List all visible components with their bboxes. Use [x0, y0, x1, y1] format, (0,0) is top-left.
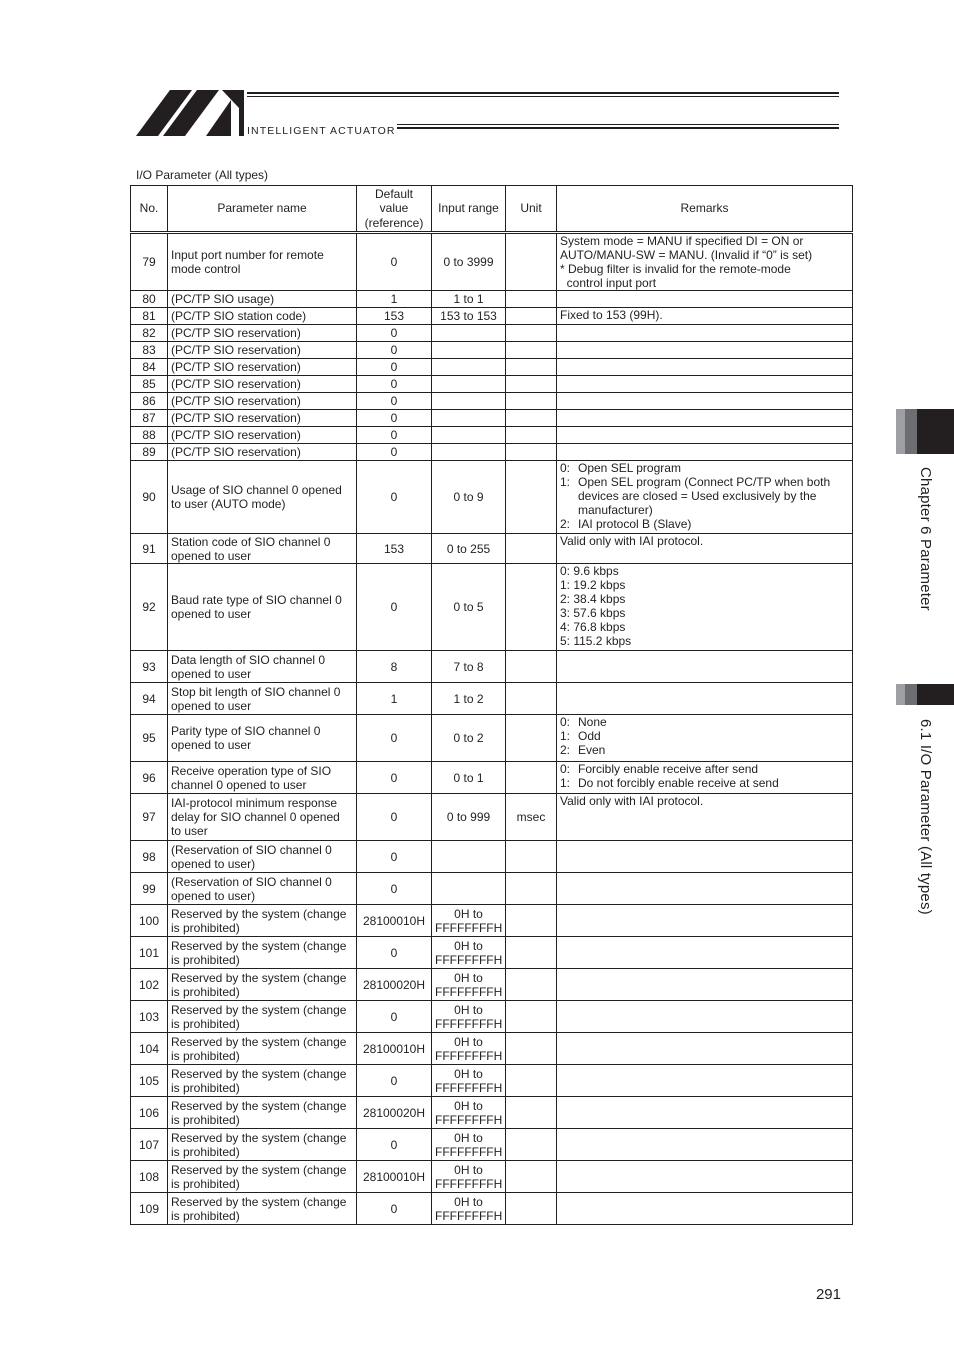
param-number-cell: 83: [131, 342, 168, 359]
param-number-cell: 79: [131, 233, 168, 291]
remarks-cell: [557, 1033, 853, 1065]
param-number-cell: 85: [131, 376, 168, 393]
param-name-cell: Data length of SIO channel 0 opened to user: [168, 651, 357, 683]
param-number-cell: 101: [131, 937, 168, 969]
table-row: [131, 873, 853, 905]
remarks-line: [560, 517, 849, 531]
param-number-cell: 86: [131, 393, 168, 410]
input-range-cell: 0 to 255: [432, 534, 506, 564]
input-range-cell: [432, 444, 506, 461]
section-tab-marker: [896, 684, 905, 705]
header-rule: [247, 92, 839, 94]
remarks-line: 2: 38.4 kbps: [560, 592, 626, 606]
remarks-text: IAI protocol B (Slave): [578, 517, 692, 531]
param-number-cell: 106: [131, 1097, 168, 1129]
remarks-cell: [557, 1193, 853, 1225]
remarks-key: 0:: [560, 762, 571, 776]
default-value-cell: 153: [357, 534, 432, 564]
param-name-cell: Reserved by the system (change is prohibited): [168, 1065, 357, 1097]
input-range-cell: 0 to 5: [432, 564, 506, 651]
table-title: I/O Parameter (All types): [136, 168, 269, 182]
unit-cell: [506, 233, 557, 291]
default-value-cell: 0: [357, 762, 432, 794]
unit-cell: [506, 1033, 557, 1065]
remarks-cell: [557, 291, 853, 308]
param-name-cell: (PC/TP SIO usage): [168, 291, 357, 308]
param-number-cell: 87: [131, 410, 168, 427]
unit-cell: [506, 715, 557, 762]
remarks-key: 2:: [560, 517, 571, 531]
param-number-cell: 98: [131, 841, 168, 873]
param-number-cell: 109: [131, 1193, 168, 1225]
table-row: [131, 564, 853, 651]
param-number-cell: 99: [131, 873, 168, 905]
column-header: Remarks: [557, 186, 853, 233]
remarks-cell: [557, 683, 853, 715]
chapter-tab-marker: [917, 409, 954, 454]
chapter-tab-marker: [905, 409, 917, 454]
default-value-cell: 0: [357, 1001, 432, 1033]
column-header: Parameter name: [168, 186, 357, 233]
remarks-cell: [557, 969, 853, 1001]
table-row: [131, 325, 853, 342]
table-row: [131, 715, 853, 762]
default-value-cell: 0: [357, 342, 432, 359]
remarks-key: 1:: [560, 729, 571, 743]
param-number-cell: 107: [131, 1129, 168, 1161]
remarks-key: 1:: [560, 475, 571, 489]
page-number: 291: [815, 1286, 841, 1303]
input-range-cell: 0 to 1: [432, 762, 506, 794]
input-range-cell: 0H to FFFFFFFFH: [432, 905, 506, 937]
unit-cell: [506, 393, 557, 410]
remarks-line: Valid only with IAI protocol.: [560, 794, 704, 808]
unit-cell: [506, 444, 557, 461]
remarks-key: 2:: [560, 743, 571, 757]
param-number-cell: 103: [131, 1001, 168, 1033]
param-name-cell: Usage of SIO channel 0 opened to user (AUTO mode): [168, 461, 357, 534]
unit-cell: [506, 427, 557, 444]
param-name-cell: Reserved by the system (change is prohibited): [168, 1161, 357, 1193]
input-range-cell: [432, 841, 506, 873]
remarks-cell: [557, 444, 853, 461]
param-number-cell: 97: [131, 794, 168, 841]
remarks-line: 4: 76.8 kbps: [560, 620, 626, 634]
default-value-cell: 28100020H: [357, 969, 432, 1001]
table-header-row: [131, 186, 853, 233]
table-row: [131, 1129, 853, 1161]
remarks-cell: [557, 359, 853, 376]
input-range-cell: [432, 376, 506, 393]
table-row: [131, 427, 853, 444]
remarks-line: Fixed to 153 (99H).: [560, 308, 663, 322]
remarks-cell: [557, 1161, 853, 1193]
param-name-cell: IAI-protocol minimum response delay for SIO channel 0 opened to user: [168, 794, 357, 841]
remarks-cell: [557, 1065, 853, 1097]
param-name-cell: Input port number for remote mode control: [168, 233, 357, 291]
remarks-line: 0: 9.6 kbps: [560, 564, 619, 578]
param-name-cell: Baud rate type of SIO channel 0 opened to user: [168, 564, 357, 651]
param-name-cell: (PC/TP SIO reservation): [168, 359, 357, 376]
input-range-cell: 1 to 1: [432, 291, 506, 308]
param-name-cell: (PC/TP SIO reservation): [168, 444, 357, 461]
remarks-cell: [557, 873, 853, 905]
table-row: [131, 359, 853, 376]
param-name-cell: (PC/TP SIO reservation): [168, 325, 357, 342]
table-row: [131, 762, 853, 794]
param-name-cell: Reserved by the system (change is prohibited): [168, 969, 357, 1001]
unit-cell: [506, 1065, 557, 1097]
param-number-cell: 93: [131, 651, 168, 683]
remarks-cell: [557, 1097, 853, 1129]
param-number-cell: 96: [131, 762, 168, 794]
param-name-cell: (PC/TP SIO reservation): [168, 376, 357, 393]
remarks-line: [560, 715, 849, 729]
chapter-label: Chapter 6 Parameter: [917, 467, 934, 611]
default-value-cell: 0: [357, 410, 432, 427]
input-range-cell: 0H to FFFFFFFFH: [432, 1065, 506, 1097]
remarks-text: Odd: [578, 729, 601, 743]
io-parameter-table: [130, 185, 853, 1225]
input-range-cell: 0 to 2: [432, 715, 506, 762]
remarks-cell: [557, 651, 853, 683]
remarks-key: 0:: [560, 715, 571, 729]
input-range-cell: [432, 393, 506, 410]
remarks-line: [560, 743, 849, 757]
remarks-cell: [557, 342, 853, 359]
brand-text: INTELLIGENT ACTUATOR: [247, 125, 396, 137]
unit-cell: msec: [506, 794, 557, 841]
input-range-cell: 0 to 3999: [432, 233, 506, 291]
unit-cell: [506, 359, 557, 376]
param-name-cell: (PC/TP SIO station code): [168, 308, 357, 325]
default-value-cell: 0: [357, 376, 432, 393]
input-range-cell: 0H to FFFFFFFFH: [432, 1193, 506, 1225]
remarks-line: [560, 729, 849, 743]
unit-cell: [506, 683, 557, 715]
table-row: [131, 937, 853, 969]
table-row: [131, 393, 853, 410]
column-header: Input range: [432, 186, 506, 233]
input-range-cell: [432, 427, 506, 444]
unit-cell: [506, 325, 557, 342]
remarks-text: Do not forcibly enable receive at send: [578, 776, 779, 790]
default-value-cell: 0: [357, 325, 432, 342]
input-range-cell: 0 to 999: [432, 794, 506, 841]
param-number-cell: 92: [131, 564, 168, 651]
unit-cell: [506, 651, 557, 683]
table-row: [131, 651, 853, 683]
unit-cell: [506, 969, 557, 1001]
unit-cell: [506, 376, 557, 393]
remarks-cell: [557, 715, 853, 762]
param-name-cell: Reserved by the system (change is prohibited): [168, 937, 357, 969]
param-number-cell: 82: [131, 325, 168, 342]
remarks-cell: [557, 325, 853, 342]
table-row: [131, 444, 853, 461]
param-name-cell: Reserved by the system (change is prohibited): [168, 1001, 357, 1033]
table-row: [131, 233, 853, 291]
table-row: [131, 342, 853, 359]
param-name-cell: Reserved by the system (change is prohibited): [168, 1097, 357, 1129]
default-value-cell: 0: [357, 1065, 432, 1097]
remarks-line: * Debug filter is invalid for the remote-mode: [560, 262, 791, 276]
param-number-cell: 102: [131, 969, 168, 1001]
input-range-cell: 0H to FFFFFFFFH: [432, 1129, 506, 1161]
input-range-cell: 0H to FFFFFFFFH: [432, 937, 506, 969]
remarks-cell: [557, 1001, 853, 1033]
default-value-cell: 28100010H: [357, 1033, 432, 1065]
default-value-cell: 28100010H: [357, 905, 432, 937]
unit-cell: [506, 308, 557, 325]
table-row: [131, 308, 853, 325]
remarks-cell: [557, 564, 853, 651]
default-value-cell: 1: [357, 291, 432, 308]
param-name-cell: (Reservation of SIO channel 0 opened to user): [168, 873, 357, 905]
table-row: [131, 1033, 853, 1065]
iai-logo: [136, 90, 244, 136]
table-row: [131, 794, 853, 841]
remarks-line: [560, 461, 849, 475]
remarks-line: Valid only with IAI protocol.: [560, 534, 704, 548]
default-value-cell: 0: [357, 427, 432, 444]
default-value-cell: 0: [357, 444, 432, 461]
remarks-text: Forcibly enable receive after send: [578, 762, 759, 776]
remarks-cell: [557, 233, 853, 291]
remarks-line: 5: 115.2 kbps: [560, 634, 632, 648]
param-number-cell: 80: [131, 291, 168, 308]
remarks-cell: [557, 534, 853, 564]
param-number-cell: 94: [131, 683, 168, 715]
remarks-cell: [557, 841, 853, 873]
input-range-cell: 0H to FFFFFFFFH: [432, 1033, 506, 1065]
input-range-cell: [432, 325, 506, 342]
param-number-cell: 105: [131, 1065, 168, 1097]
input-range-cell: [432, 410, 506, 427]
param-number-cell: 81: [131, 308, 168, 325]
remarks-cell: [557, 937, 853, 969]
remarks-line: System mode = MANU if specified DI = ON or: [560, 234, 804, 248]
default-value-cell: 0: [357, 393, 432, 410]
param-name-cell: (PC/TP SIO reservation): [168, 342, 357, 359]
remarks-line: [560, 776, 849, 790]
remarks-cell: [557, 1129, 853, 1161]
default-value-cell: 28100020H: [357, 1097, 432, 1129]
unit-cell: [506, 534, 557, 564]
default-value-cell: 0: [357, 233, 432, 291]
input-range-cell: 0 to 9: [432, 461, 506, 534]
unit-cell: [506, 937, 557, 969]
param-name-cell: Receive operation type of SIO channel 0 opened to user: [168, 762, 357, 794]
remarks-text: Open SEL program (Connect PC/TP when both devices are closed = Used exclusively by the manufacturer): [578, 475, 831, 517]
param-number-cell: 100: [131, 905, 168, 937]
section-tab-marker: [917, 684, 954, 705]
default-value-cell: 0: [357, 564, 432, 651]
input-range-cell: [432, 342, 506, 359]
unit-cell: [506, 905, 557, 937]
default-value-cell: 8: [357, 651, 432, 683]
param-number-cell: 91: [131, 534, 168, 564]
header-rule: [397, 127, 839, 129]
input-range-cell: 7 to 8: [432, 651, 506, 683]
table-row: [131, 1097, 853, 1129]
remarks-cell: [557, 461, 853, 534]
remarks-line: 1: 19.2 kbps: [560, 578, 626, 592]
param-name-cell: Stop bit length of SIO channel 0 opened to user: [168, 683, 357, 715]
param-number-cell: 108: [131, 1161, 168, 1193]
table-row: [131, 905, 853, 937]
default-value-cell: 0: [357, 937, 432, 969]
default-value-cell: 0: [357, 461, 432, 534]
remarks-line: [560, 762, 849, 776]
default-value-cell: 0: [357, 1129, 432, 1161]
param-name-cell: (PC/TP SIO reservation): [168, 393, 357, 410]
param-number-cell: 88: [131, 427, 168, 444]
table-row: [131, 461, 853, 534]
unit-cell: [506, 1193, 557, 1225]
remarks-text: Open SEL program: [578, 461, 681, 475]
remarks-line: control input port: [560, 276, 657, 290]
remarks-key: 1:: [560, 776, 571, 790]
default-value-cell: 0: [357, 841, 432, 873]
input-range-cell: 0H to FFFFFFFFH: [432, 1097, 506, 1129]
unit-cell: [506, 1097, 557, 1129]
table-row: [131, 683, 853, 715]
param-number-cell: 104: [131, 1033, 168, 1065]
input-range-cell: 0H to FFFFFFFFH: [432, 1161, 506, 1193]
input-range-cell: 0H to FFFFFFFFH: [432, 969, 506, 1001]
header-rule: [397, 124, 839, 125]
param-name-cell: Reserved by the system (change is prohibited): [168, 1129, 357, 1161]
param-name-cell: Reserved by the system (change is prohibited): [168, 1193, 357, 1225]
default-value-cell: 0: [357, 715, 432, 762]
remarks-text: Even: [578, 743, 606, 757]
remarks-line: AUTO/MANU-SW = MANU. (Invalid if “0” is set): [560, 248, 813, 262]
section-label: 6.1 I/O Parameter (All types): [917, 719, 934, 915]
table-row: [131, 410, 853, 427]
param-name-cell: (PC/TP SIO reservation): [168, 427, 357, 444]
table-row: [131, 1065, 853, 1097]
table-row: [131, 1193, 853, 1225]
unit-cell: [506, 461, 557, 534]
param-name-cell: (PC/TP SIO reservation): [168, 410, 357, 427]
unit-cell: [506, 1001, 557, 1033]
input-range-cell: 0H to FFFFFFFFH: [432, 1001, 506, 1033]
remarks-line: [560, 475, 849, 517]
remarks-cell: [557, 393, 853, 410]
default-value-cell: 0: [357, 359, 432, 376]
column-header: Default value (reference): [357, 186, 432, 233]
column-header: No.: [131, 186, 168, 233]
unit-cell: [506, 1161, 557, 1193]
table-row: [131, 534, 853, 564]
section-tab-marker: [905, 684, 917, 705]
table-row: [131, 291, 853, 308]
input-range-cell: [432, 359, 506, 376]
default-value-cell: 153: [357, 308, 432, 325]
default-value-cell: 28100010H: [357, 1161, 432, 1193]
unit-cell: [506, 873, 557, 905]
unit-cell: [506, 1129, 557, 1161]
param-number-cell: 95: [131, 715, 168, 762]
unit-cell: [506, 342, 557, 359]
unit-cell: [506, 841, 557, 873]
chapter-tab-marker: [896, 409, 905, 454]
table-row: [131, 376, 853, 393]
unit-cell: [506, 564, 557, 651]
default-value-cell: 1: [357, 683, 432, 715]
param-name-cell: Station code of SIO channel 0 opened to user: [168, 534, 357, 564]
remarks-cell: [557, 410, 853, 427]
param-name-cell: (Reservation of SIO channel 0 opened to user): [168, 841, 357, 873]
table-row: [131, 841, 853, 873]
param-name-cell: Parity type of SIO channel 0 opened to user: [168, 715, 357, 762]
remarks-key: 0:: [560, 461, 571, 475]
remarks-cell: [557, 794, 853, 841]
unit-cell: [506, 410, 557, 427]
input-range-cell: [432, 873, 506, 905]
remarks-cell: [557, 308, 853, 325]
param-name-cell: Reserved by the system (change is prohibited): [168, 905, 357, 937]
remarks-text: None: [578, 715, 607, 729]
default-value-cell: 0: [357, 1193, 432, 1225]
input-range-cell: 1 to 2: [432, 683, 506, 715]
column-header: Unit: [506, 186, 557, 233]
remarks-cell: [557, 427, 853, 444]
input-range-cell: 153 to 153: [432, 308, 506, 325]
table-row: [131, 969, 853, 1001]
remarks-cell: [557, 376, 853, 393]
param-number-cell: 89: [131, 444, 168, 461]
remarks-cell: [557, 762, 853, 794]
unit-cell: [506, 762, 557, 794]
table-row: [131, 1001, 853, 1033]
table-row: [131, 1161, 853, 1193]
header-rule: [247, 96, 839, 97]
param-name-cell: Reserved by the system (change is prohibited): [168, 1033, 357, 1065]
remarks-line: 3: 57.6 kbps: [560, 606, 626, 620]
default-value-cell: 0: [357, 873, 432, 905]
default-value-cell: 0: [357, 794, 432, 841]
unit-cell: [506, 291, 557, 308]
remarks-cell: [557, 905, 853, 937]
param-number-cell: 84: [131, 359, 168, 376]
param-number-cell: 90: [131, 461, 168, 534]
